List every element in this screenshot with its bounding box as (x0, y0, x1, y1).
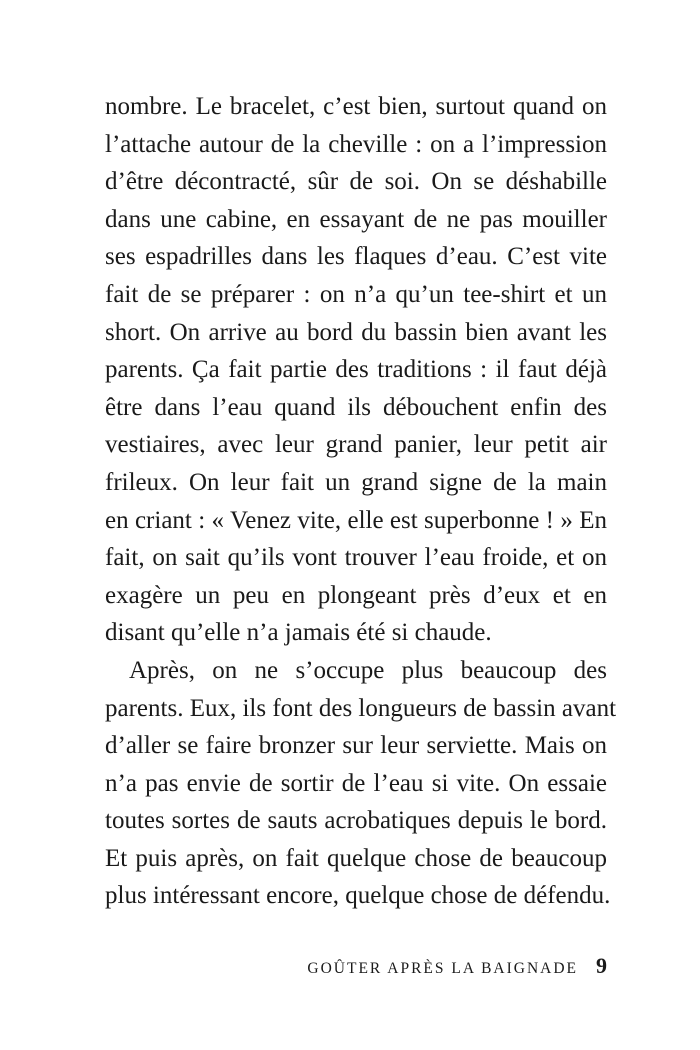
text-line: plus intéressant encore, quelque chose de défendu. (105, 882, 611, 910)
text-line: parents. Ça fait partie des traditions : il faut déjà (105, 356, 607, 384)
text-line: dans une cabine, en essayant de ne pas mouiller (105, 205, 607, 233)
page-footer (105, 953, 607, 983)
text-line: vestiaires, avec leur grand panier, leur petit air (105, 431, 607, 459)
text-line: toutes sortes de sauts acrobatiques depuis le bord. (105, 807, 607, 835)
text-line: ses espadrilles dans les flaques d’eau. C’est vite (105, 243, 607, 271)
text-line: disant qu’elle n’a jamais été si chaude. (105, 619, 492, 647)
text-line: d’aller se faire bronzer sur leur serviette. Mais on (105, 732, 607, 760)
text-line: d’être décontracté, sûr de soi. On se déshabille (105, 168, 607, 196)
text-line: l’attache autour de la cheville : on a l’impression (105, 130, 607, 158)
text-line: Après, on ne s’occupe plus beaucoup des (129, 656, 607, 684)
page-number: 9 (596, 953, 607, 978)
text-line: frileux. On leur fait un grand signe de la main (105, 468, 607, 496)
text-line: parents. Eux, ils font des longueurs de bassin avant (105, 694, 617, 722)
text-line: Et puis après, on fait quelque chose de beaucoup (105, 844, 607, 872)
text-line: être dans l’eau quand ils débouchent enfin des (105, 393, 607, 421)
text-line: n’a pas envie de sortir de l’eau si vite. On essaie (105, 769, 607, 797)
text-line: exagère un peu en plongeant près d’eux et en (105, 581, 607, 609)
running-head: GOÛTER APRÈS LA BAIGNADE (307, 960, 578, 977)
text-line: short. On arrive au bord du bassin bien avant les (105, 318, 607, 346)
body-text (105, 88, 617, 915)
text-line: nombre. Le bracelet, c’est bien, surtout quand on (105, 93, 607, 120)
text-line: fait, on sait qu’ils vont trouver l’eau froide, et on (105, 544, 607, 572)
text-line: en criant : « Venez vite, elle est superbonne ! » En (105, 506, 607, 534)
text-line: fait de se préparer : on n’a qu’un tee-shirt et un (105, 280, 607, 308)
